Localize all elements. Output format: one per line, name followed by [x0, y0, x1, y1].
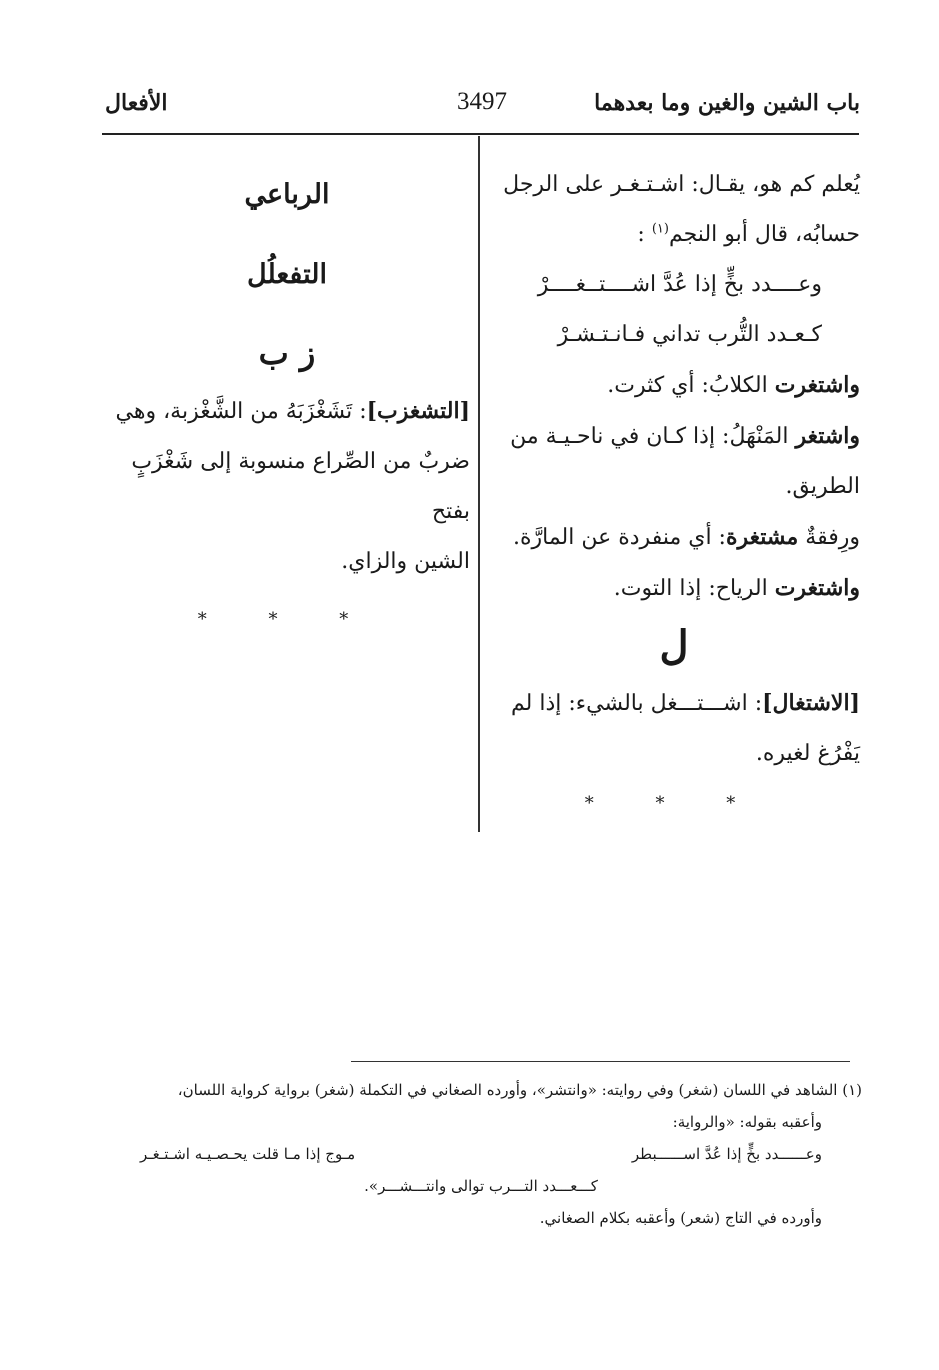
headword: واشتغرت [774, 372, 860, 398]
footnote-line: وأعقبه بقوله: «والرواية: [672, 1113, 822, 1131]
text-line [488, 210, 860, 260]
headword: [التشغزب] [366, 398, 470, 424]
text-line: الشين والزاي. [341, 549, 470, 574]
headword: واشتغرت [774, 575, 860, 601]
headword: واشتغر [795, 423, 860, 449]
root-letters: ز ب [258, 334, 316, 372]
headword: مشتغرة [725, 524, 799, 550]
text-line: يُعلم كم هو، يقـال: اشـتـغـر على الرجل [503, 172, 860, 197]
entry [488, 360, 860, 411]
chapter-title: باب الشين والغين وما بعدهما [594, 90, 860, 116]
left-column [104, 160, 470, 645]
entry [488, 411, 860, 462]
entry [488, 563, 860, 614]
definition: : اشـــتـــغل بالشيء: إذا لم [511, 691, 763, 716]
right-column [488, 160, 860, 829]
section-separator: * * * [584, 793, 764, 814]
running-header [100, 84, 860, 124]
header-rule [102, 133, 859, 135]
footnote-verse: كـــعـــدد التـــرب توالى وانتـــشـــر». [364, 1177, 598, 1195]
footnote-verse [100, 1138, 862, 1170]
subsection-heading: التفعلُل [247, 259, 327, 290]
entry [104, 386, 470, 437]
definition: : تَشَغْزَبَهُ من الشَّغْزبة، وهي [115, 399, 367, 424]
section-title: الأفعال [105, 90, 168, 116]
definition: المَنْهَلُ: إذا كـان في ناحـيـة من [510, 424, 796, 449]
verse-line: وعــــدد بخٍّ إذا عُدَّ اشــــتــغــــرْ [537, 272, 822, 297]
footnote-rule [351, 1061, 850, 1062]
text-line: ضربٌ من الصِّراع منسوبة إلى شَغْزَبٍ بفتح [131, 449, 470, 524]
verse-line: كـعـدد التُّرب تداني فـانـتـشـرْ [557, 322, 822, 347]
text-fragment: ورِفقةٌ [798, 525, 860, 550]
footnote-line: وأورده في التاج (شعر) وأعقبه بكلام الصغاني. [539, 1209, 822, 1227]
headword: [الاشتغال] [762, 690, 860, 716]
footnotes [100, 1074, 862, 1234]
footnote-line: (١) الشاهد في اللسان (شغر) وفي روايته: «وانتشر»، وأورده الصغاني في التكملة (شغر) برواية كرواية اللسان، [177, 1081, 862, 1099]
definition: : أي منفردة عن المارَّة. [512, 525, 726, 550]
text-fragment: : [637, 222, 645, 247]
section-heading: الرباعي [244, 179, 330, 210]
column-divider [478, 136, 480, 832]
text-line: يَفْرُغ لغيره. [755, 741, 860, 766]
verse-hemistich: وعــــــدد بخٍّ إذا عُدَّ اســــــبطر [631, 1145, 822, 1163]
entry [488, 512, 860, 563]
entry [488, 678, 860, 729]
verse-hemistich: مـوج إذا مـا قلت يحـصـيـه اشـتـغـر [140, 1145, 356, 1163]
letter-heading: ل [659, 622, 689, 669]
text-line: الطريق. [785, 474, 860, 499]
definition: الرياح: إذا التوت. [613, 576, 775, 601]
text-fragment: حسابُه، قال أبو النجم [668, 222, 860, 247]
section-separator: * * * [197, 609, 377, 630]
page-number: 3497 [457, 88, 507, 115]
definition: الكلابُ: أي كثرت. [607, 373, 775, 398]
footnote-ref[interactable]: (١) [651, 221, 669, 237]
